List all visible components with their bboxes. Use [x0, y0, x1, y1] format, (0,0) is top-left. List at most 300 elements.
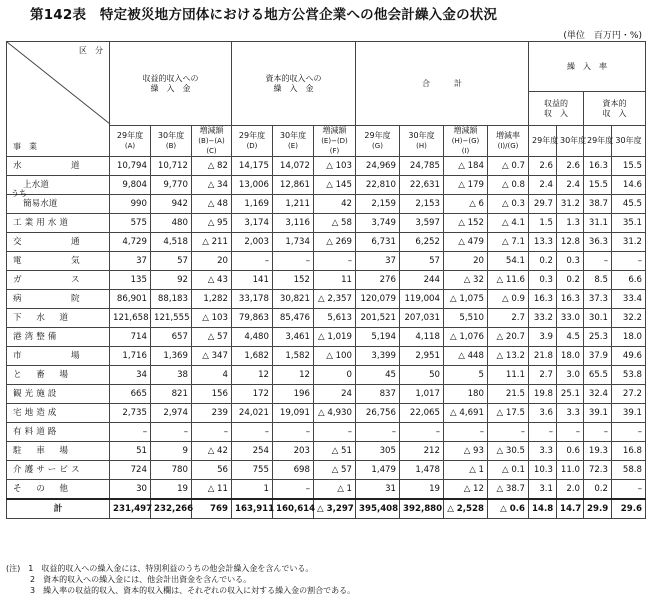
- table-cell: 163,911: [232, 499, 273, 519]
- table-cell: 10,712: [151, 157, 192, 176]
- table-cell: 13,006: [232, 176, 273, 195]
- table-cell: 1,582: [273, 347, 314, 366]
- table-cell: 72.3: [584, 461, 612, 480]
- table-cell: 38: [151, 366, 192, 385]
- table-cell: 1,716: [110, 347, 151, 366]
- table-cell: 152: [273, 271, 314, 290]
- table-cell: 14.7: [557, 499, 584, 519]
- row-label: 市 場: [7, 347, 110, 366]
- table-cell: 3.0: [557, 366, 584, 385]
- table-cell: △ 95: [192, 214, 232, 233]
- table-cell: 79,863: [232, 309, 273, 328]
- column-header-sub: (I)/(G): [497, 142, 519, 150]
- table-cell: 15.5: [584, 176, 612, 195]
- column-header-sub: (A): [124, 142, 136, 150]
- table-cell: 3.6: [529, 404, 557, 423]
- table-cell: 12,861: [273, 176, 314, 195]
- column-header-label: 29年度: [238, 131, 266, 140]
- column-header-label: 30年度: [615, 136, 642, 145]
- table-cell: 31.2: [612, 233, 646, 252]
- table-row: [7, 480, 646, 500]
- table-cell: 4.5: [557, 328, 584, 347]
- table-cell: 57: [400, 252, 444, 271]
- table-cell: 29.7: [529, 195, 557, 214]
- table-cell: 42: [314, 195, 356, 214]
- row-label: そ の 他: [7, 480, 110, 500]
- table-row: [7, 366, 646, 385]
- table-cell: 837: [356, 385, 400, 404]
- table-cell: △ 0.8: [488, 176, 529, 195]
- table-cell: 51: [110, 442, 151, 461]
- table-cell: 3,597: [400, 214, 444, 233]
- table-cell: –: [584, 252, 612, 271]
- column-header-sub: (D): [246, 142, 258, 150]
- column-header: [110, 126, 151, 157]
- column-header-label: 30年度: [279, 131, 307, 140]
- table-cell: 2.7: [488, 309, 529, 328]
- table-cell: △ 17.5: [488, 404, 529, 423]
- table-cell: 33.0: [557, 309, 584, 328]
- table-cell: △ 57: [314, 461, 356, 480]
- table-cell: 1,479: [356, 461, 400, 480]
- table-cell: 20: [444, 252, 488, 271]
- table-cell: 16.3: [584, 157, 612, 176]
- table-cell: 769: [192, 499, 232, 519]
- table-row: [7, 385, 646, 404]
- row-label: 観光施設: [7, 385, 110, 404]
- table-cell: 4,729: [110, 233, 151, 252]
- table-cell: △ 34: [192, 176, 232, 195]
- table-row: [7, 214, 646, 233]
- table-cell: 19,091: [273, 404, 314, 423]
- table-cell: △ 58: [314, 214, 356, 233]
- table-cell: 395,408: [356, 499, 400, 519]
- table-cell: –: [529, 423, 557, 442]
- table-cell: △ 2,528: [444, 499, 488, 519]
- row-label: 工業用水道: [7, 214, 110, 233]
- table-cell: △ 0.6: [488, 499, 529, 519]
- column-header-label: 増減額: [322, 126, 347, 135]
- table-cell: 172: [232, 385, 273, 404]
- table-cell: 2.0: [557, 480, 584, 500]
- table-cell: 2,735: [110, 404, 151, 423]
- table-cell: 53.8: [612, 366, 646, 385]
- column-header: [488, 126, 529, 157]
- table-cell: 239: [192, 404, 232, 423]
- table-cell: 19.3: [584, 442, 612, 461]
- table-cell: 119,004: [400, 290, 444, 309]
- table-cell: 9,770: [151, 176, 192, 195]
- table-cell: 33.4: [612, 290, 646, 309]
- table-cell: 121,658: [110, 309, 151, 328]
- table-cell: 6,252: [400, 233, 444, 252]
- table-cell: 88,183: [151, 290, 192, 309]
- table-cell: 3,116: [273, 214, 314, 233]
- table-cell: △ 38.7: [488, 480, 529, 500]
- total-row: [7, 499, 646, 519]
- table-cell: 16.8: [612, 442, 646, 461]
- table-cell: 37: [110, 252, 151, 271]
- row-label: 簡易水道: [7, 195, 110, 214]
- table-cell: 2.4: [529, 176, 557, 195]
- table-cell: △ 57: [192, 328, 232, 347]
- table-cell: 37.3: [584, 290, 612, 309]
- table-cell: 212: [400, 442, 444, 461]
- column-header-label: 増減額: [199, 126, 224, 135]
- table-cell: 19: [151, 480, 192, 500]
- uchi-label: うち: [11, 189, 27, 198]
- table-cell: –: [356, 423, 400, 442]
- table-cell: 29.9: [584, 499, 612, 519]
- table-cell: △ 4.1: [488, 214, 529, 233]
- table-cell: 27.2: [612, 385, 646, 404]
- table-cell: 1,734: [273, 233, 314, 252]
- table-cell: △ 93: [444, 442, 488, 461]
- table-cell: 4,118: [400, 328, 444, 347]
- table-cell: 11.0: [557, 461, 584, 480]
- table-cell: 21.5: [488, 385, 529, 404]
- table-cell: 24,969: [356, 157, 400, 176]
- table-cell: 1,682: [232, 347, 273, 366]
- table-cell: 1,478: [400, 461, 444, 480]
- table-cell: △ 179: [444, 176, 488, 195]
- row-label: 有料道路: [7, 423, 110, 442]
- table-cell: 16.3: [557, 290, 584, 309]
- table-cell: 232,266: [151, 499, 192, 519]
- table-cell: 180: [444, 385, 488, 404]
- table-cell: 12: [232, 366, 273, 385]
- table-cell: –: [612, 423, 646, 442]
- table-cell: △ 48: [192, 195, 232, 214]
- table-cell: 15.5: [612, 157, 646, 176]
- table-cell: 30: [110, 480, 151, 500]
- data-table: [6, 41, 646, 519]
- table-cell: 9,804: [110, 176, 151, 195]
- column-header-label: 増減率: [496, 131, 520, 140]
- table-cell: 121,555: [151, 309, 192, 328]
- table-cell: 35.1: [612, 214, 646, 233]
- table-cell: △ 2,357: [314, 290, 356, 309]
- table-cell: –: [110, 423, 151, 442]
- table-cell: 58.8: [612, 461, 646, 480]
- table-cell: 32.4: [584, 385, 612, 404]
- table-cell: –: [314, 423, 356, 442]
- table-cell: △ 1,075: [444, 290, 488, 309]
- table-cell: –: [612, 480, 646, 500]
- table-cell: 3,174: [232, 214, 273, 233]
- table-cell: 45.5: [612, 195, 646, 214]
- column-header: [584, 126, 612, 157]
- table-cell: △ 347: [192, 347, 232, 366]
- table-cell: 18.0: [557, 347, 584, 366]
- table-cell: –: [151, 423, 192, 442]
- table-cell: 22,810: [356, 176, 400, 195]
- table-cell: △ 1: [444, 461, 488, 480]
- column-header-sub: (B)−(A) (C): [198, 137, 225, 155]
- column-header-sub: (H): [416, 142, 427, 150]
- table-cell: 780: [151, 461, 192, 480]
- table-cell: 0.2: [584, 480, 612, 500]
- table-cell: 156: [192, 385, 232, 404]
- table-cell: △ 82: [192, 157, 232, 176]
- row-label: 交 通: [7, 233, 110, 252]
- table-cell: 30,821: [273, 290, 314, 309]
- table-cell: 21.8: [529, 347, 557, 366]
- table-cell: 2.7: [529, 366, 557, 385]
- table-cell: 120,079: [356, 290, 400, 309]
- table-cell: –: [444, 423, 488, 442]
- column-header: [192, 126, 232, 157]
- column-header-sub: (E): [288, 142, 298, 150]
- table-cell: 32.2: [612, 309, 646, 328]
- note-line: (注) 1 収益的収入への繰入金には、特別利益のうちの他会計繰入金を含んでいる。: [6, 564, 314, 573]
- table-cell: 196: [273, 385, 314, 404]
- table-cell: 5: [444, 366, 488, 385]
- table-cell: 3.9: [529, 328, 557, 347]
- note-line: 2 資本的収入への繰入金には、他会計出資金を含んでいる。: [6, 575, 252, 584]
- column-header: [151, 126, 192, 157]
- table-cell: △ 184: [444, 157, 488, 176]
- table-cell: 11.1: [488, 366, 529, 385]
- table-cell: 231,497: [110, 499, 151, 519]
- table-cell: △ 1: [314, 480, 356, 500]
- table-cell: 821: [151, 385, 192, 404]
- table-cell: 657: [151, 328, 192, 347]
- table-cell: 10,794: [110, 157, 151, 176]
- table-cell: 45: [356, 366, 400, 385]
- group-header-rate: 繰 入 率: [529, 42, 646, 92]
- row-label: 介護サービス: [7, 461, 110, 480]
- table-cell: 3.3: [529, 442, 557, 461]
- table-cell: 1,211: [273, 195, 314, 214]
- table-cell: 3,399: [356, 347, 400, 366]
- table-cell: 942: [151, 195, 192, 214]
- table-cell: 480: [151, 214, 192, 233]
- table-cell: △ 0.1: [488, 461, 529, 480]
- column-header-sub: (G): [372, 142, 383, 150]
- table-cell: 14,072: [273, 157, 314, 176]
- column-header-label: 29年度: [532, 136, 559, 145]
- table-cell: 39.1: [584, 404, 612, 423]
- table-cell: 37: [356, 252, 400, 271]
- table-row: [7, 461, 646, 480]
- table-cell: 254: [232, 442, 273, 461]
- table-cell: –: [314, 252, 356, 271]
- table-cell: 54.1: [488, 252, 529, 271]
- table-cell: △ 12: [444, 480, 488, 500]
- row-label: 宅地造成: [7, 404, 110, 423]
- table-cell: 3,749: [356, 214, 400, 233]
- table-cell: △ 0.3: [488, 195, 529, 214]
- table-cell: 30.1: [584, 309, 612, 328]
- table-cell: 20: [192, 252, 232, 271]
- table-cell: –: [584, 423, 612, 442]
- table-cell: 4: [192, 366, 232, 385]
- rate-capital-header: 資本的 収 入: [584, 92, 646, 126]
- row-label: 電 気: [7, 252, 110, 271]
- table-cell: 25.1: [557, 385, 584, 404]
- table-cell: 1,169: [232, 195, 273, 214]
- table-cell: 207,031: [400, 309, 444, 328]
- column-header: [400, 126, 444, 157]
- table-cell: △ 103: [314, 157, 356, 176]
- table-cell: 29.6: [612, 499, 646, 519]
- table-cell: 22,631: [400, 176, 444, 195]
- table-cell: 25.3: [584, 328, 612, 347]
- table-cell: 12.8: [557, 233, 584, 252]
- table-cell: 3,461: [273, 328, 314, 347]
- table-cell: △ 42: [192, 442, 232, 461]
- table-cell: 16.3: [529, 290, 557, 309]
- table-cell: 5,613: [314, 309, 356, 328]
- table-row: [7, 290, 646, 309]
- table-cell: △ 3,297: [314, 499, 356, 519]
- table-cell: 3.3: [557, 404, 584, 423]
- table-cell: 1.5: [529, 214, 557, 233]
- table-cell: 755: [232, 461, 273, 480]
- table-cell: 665: [110, 385, 151, 404]
- table-cell: 0.2: [557, 271, 584, 290]
- table-cell: 11: [314, 271, 356, 290]
- table-cell: 392,880: [400, 499, 444, 519]
- table-cell: 18.0: [612, 328, 646, 347]
- table-cell: 12: [273, 366, 314, 385]
- table-cell: 1,017: [400, 385, 444, 404]
- table-cell: –: [192, 423, 232, 442]
- row-label: 水 道: [7, 157, 110, 176]
- table-cell: △ 6: [444, 195, 488, 214]
- column-header-label: 29年度: [116, 131, 144, 140]
- table-cell: 2.4: [557, 176, 584, 195]
- table-cell: –: [273, 423, 314, 442]
- table-cell: 0: [314, 366, 356, 385]
- row-label: 下 水 道: [7, 309, 110, 328]
- table-cell: △ 145: [314, 176, 356, 195]
- table-row: [7, 347, 646, 366]
- table-cell: 2,003: [232, 233, 273, 252]
- table-cell: △ 20.7: [488, 328, 529, 347]
- table-cell: 5,194: [356, 328, 400, 347]
- table-cell: 31.2: [557, 195, 584, 214]
- table-cell: –: [612, 252, 646, 271]
- table-cell: 1: [232, 480, 273, 500]
- table-cell: 203: [273, 442, 314, 461]
- page-title: 第142表 特定被災地方団体における地方公営企業への他会計繰入金の状況: [30, 7, 498, 23]
- table-cell: 2,153: [400, 195, 444, 214]
- table-cell: 305: [356, 442, 400, 461]
- kubun-label: 区 分: [79, 46, 103, 55]
- table-cell: 2,974: [151, 404, 192, 423]
- column-header-label: 30年度: [408, 131, 435, 140]
- table-cell: △ 0.9: [488, 290, 529, 309]
- table-cell: 714: [110, 328, 151, 347]
- table-cell: 6,731: [356, 233, 400, 252]
- table-cell: 33.2: [529, 309, 557, 328]
- table-cell: 19: [400, 480, 444, 500]
- table-cell: 276: [356, 271, 400, 290]
- table-cell: 65.5: [584, 366, 612, 385]
- table-cell: 92: [151, 271, 192, 290]
- table-cell: 2,159: [356, 195, 400, 214]
- table-cell: 4,518: [151, 233, 192, 252]
- table-cell: 1,369: [151, 347, 192, 366]
- table-cell: △ 100: [314, 347, 356, 366]
- table-cell: 2,951: [400, 347, 444, 366]
- table-row: [7, 233, 646, 252]
- table-cell: 0.3: [557, 252, 584, 271]
- table-cell: 19.8: [529, 385, 557, 404]
- row-label: ガ ス: [7, 271, 110, 290]
- table-cell: –: [273, 480, 314, 500]
- row-label-text: 上水道: [23, 180, 49, 190]
- table-cell: △ 269: [314, 233, 356, 252]
- table-cell: 6.6: [612, 271, 646, 290]
- jigyo-label: 事 業: [13, 142, 37, 151]
- row-label: と 畜 場: [7, 366, 110, 385]
- column-header-sub: (E)−(D) (F): [321, 137, 348, 155]
- table-cell: △ 43: [192, 271, 232, 290]
- table-cell: △ 4,930: [314, 404, 356, 423]
- table-row: [7, 328, 646, 347]
- table-cell: 3.1: [529, 480, 557, 500]
- table-cell: 10.3: [529, 461, 557, 480]
- table-cell: △ 152: [444, 214, 488, 233]
- table-cell: 49.6: [612, 347, 646, 366]
- column-header-label: 増減額: [453, 126, 478, 135]
- column-header: [557, 126, 587, 157]
- table-cell: 86,901: [110, 290, 151, 309]
- column-header: [314, 126, 356, 157]
- table-cell: 4,480: [232, 328, 273, 347]
- table-row: [7, 309, 646, 328]
- column-header-sub: (B): [165, 142, 177, 150]
- table-cell: △ 211: [192, 233, 232, 252]
- table-row: [7, 404, 646, 423]
- table-cell: △ 11.6: [488, 271, 529, 290]
- column-header-label: 30年度: [560, 136, 587, 145]
- table-cell: △ 32: [444, 271, 488, 290]
- unit-label: (単位 百万円・%): [563, 31, 642, 41]
- table-cell: 38.7: [584, 195, 612, 214]
- table-cell: 14,175: [232, 157, 273, 176]
- group-header-revenue: 収益的収入への 繰 入 金: [110, 42, 232, 126]
- table-cell: 14.8: [529, 499, 557, 519]
- column-header-label: 29年度: [364, 131, 391, 140]
- column-header: [612, 126, 646, 157]
- table-cell: 8.5: [584, 271, 612, 290]
- table-cell: 2.6: [529, 157, 557, 176]
- rate-revenue-header: 収益的 収 入: [529, 92, 584, 126]
- table-cell: △ 1,019: [314, 328, 356, 347]
- table-cell: 135: [110, 271, 151, 290]
- table-cell: 14.6: [612, 176, 646, 195]
- group-header-capital: 資本的収入への 繰 入 金: [232, 42, 356, 126]
- table-cell: 0.6: [557, 442, 584, 461]
- table-cell: –: [488, 423, 529, 442]
- table-cell: △ 51: [314, 442, 356, 461]
- column-header: [356, 126, 400, 157]
- table-cell: 13.3: [529, 233, 557, 252]
- table-cell: –: [400, 423, 444, 442]
- table-cell: –: [557, 423, 584, 442]
- table-cell: 37.9: [584, 347, 612, 366]
- table-cell: –: [232, 423, 273, 442]
- table-cell: △ 448: [444, 347, 488, 366]
- group-header-total: 合 計: [356, 42, 529, 126]
- table-cell: 50: [400, 366, 444, 385]
- table-cell: 160,614: [273, 499, 314, 519]
- table-cell: △ 103: [192, 309, 232, 328]
